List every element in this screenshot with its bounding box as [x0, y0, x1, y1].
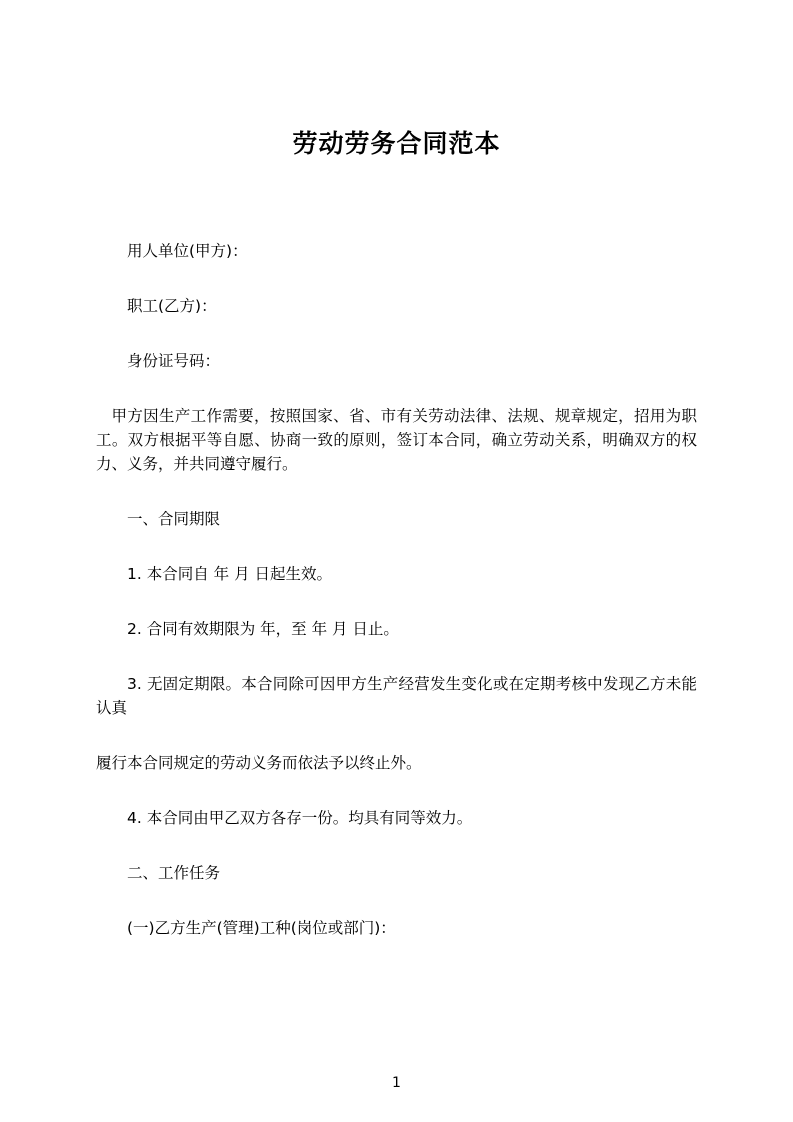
paragraph-employee-field: 职工(乙方)：: [127, 296, 217, 315]
document-content: [96, 0, 697, 971]
paragraph-employer-field: 用人单位(甲方)：: [127, 241, 248, 260]
section-heading-contract-term: 一、合同期限: [127, 509, 221, 528]
page-number: 1: [392, 1075, 401, 1091]
section-heading-work-duties: 二、工作任务: [127, 863, 221, 882]
paragraph-term-item-2: 2. 合同有效期限为 年，至 年 月 日止。: [127, 619, 399, 638]
paragraph-term-item-1: 1. 本合同自 年 月 日起生效。: [127, 564, 332, 583]
page-title: 劳动劳务合同范本: [292, 129, 501, 158]
document-body: [96, 239, 697, 940]
paragraph-term-item-3: 3. 无固定期限。本合同除可因甲方生产经营发生变化或在定期考核中发现乙方未能认真: [96, 674, 697, 717]
paragraph-preamble: 甲方因生产工作需要，按照国家、省、市有关劳动法律、法规、规章规定，招用为职工。双方根据平等自愿、协商一致的原则，签订本合同，确立劳动关系，明确双方的权力、义务，并共同遵守履行。: [96, 406, 697, 473]
paragraph-term-item-3-continued: 履行本合同规定的劳动义务而依法予以终止外。: [96, 753, 422, 772]
paragraph-term-item-4: 4. 本合同由甲乙双方各存一份。均具有同等效力。: [127, 808, 473, 827]
paragraph-id-number-field: 身份证号码：: [127, 351, 221, 370]
paragraph-work-duties-item-1: (一)乙方生产(管理)工种(岗位或部门)：: [127, 918, 396, 937]
